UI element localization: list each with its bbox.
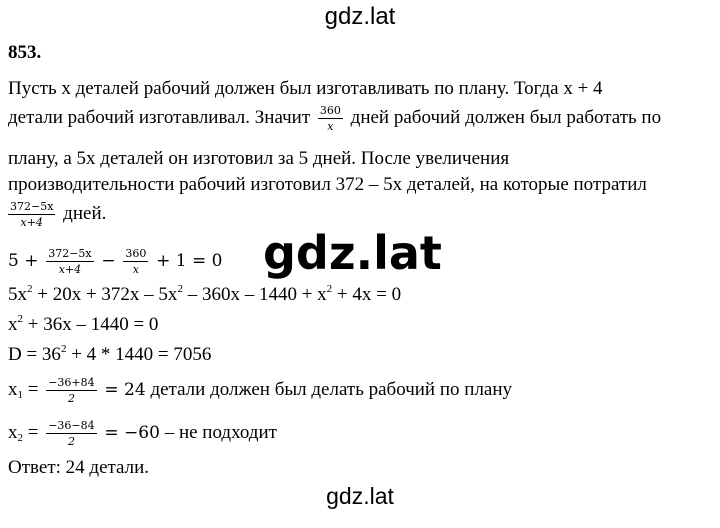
fraction-time-after — [8, 200, 55, 229]
equation-3 — [8, 314, 158, 336]
equation-discriminant — [8, 344, 211, 366]
equation-2 — [8, 284, 401, 306]
eq4-part-b: + 4 * 1440 = 7056 — [66, 344, 212, 365]
equation-1-fraction-2 — [123, 247, 148, 276]
eq4-part-a: D = 36 — [8, 344, 61, 365]
x2-fraction — [46, 419, 96, 448]
fraction-denominator: x — [327, 120, 334, 133]
equation-1-fraction-1 — [46, 247, 93, 276]
eq3-part-b: + 36x – 1440 = 0 — [23, 314, 159, 335]
text-line-5-end: дней. — [63, 202, 107, 224]
x2-text: – не подходит — [164, 421, 277, 443]
fraction-numerator: −36−84 — [48, 419, 95, 432]
eq2-part-c: – 360x – 1440 + x — [182, 284, 327, 305]
watermark-top: gdz.lat — [324, 3, 396, 30]
fraction-numerator: 360 — [319, 104, 341, 117]
fraction-denominator: x+4 — [58, 263, 82, 276]
fraction-numerator: 360 — [125, 247, 147, 260]
answer: Ответ: 24 детали. — [8, 457, 150, 478]
exponent: 2 — [326, 283, 333, 295]
fraction-360-over-x — [318, 104, 343, 133]
eq2-part-b: + 20x + 372x – 5x — [32, 284, 178, 305]
eq3-part-a: x — [8, 314, 18, 335]
watermark-center: gdz.lat — [263, 226, 442, 280]
watermark-bottom: gdz.lat — [326, 483, 394, 509]
fraction-denominator: 2 — [67, 435, 75, 448]
equation-1-end: + 1 = 0 — [156, 250, 223, 271]
exponent: 2 — [60, 343, 67, 355]
exponent: 2 — [177, 283, 183, 295]
text-line-2-end: дней рабочий должен был работать по — [350, 106, 662, 128]
fraction-numerator: −36+84 — [48, 376, 95, 389]
fraction-denominator: 2 — [67, 392, 75, 405]
fraction-denominator: x+4 — [20, 216, 43, 229]
x1-label: $x_1$ = — [8, 378, 39, 401]
text-line-3: плану, а 5x деталей он изготовил за 5 дней. После увеличения — [8, 148, 510, 169]
equation-1 — [8, 247, 222, 276]
text-line-2 — [8, 104, 661, 133]
x1-fraction — [46, 376, 96, 405]
fraction-numerator: 372−5x — [10, 200, 54, 213]
equation-root-1 — [8, 376, 512, 405]
equation-1-start: 5 + — [8, 250, 39, 271]
exponent: 2 — [27, 283, 33, 295]
x2-result: = −60 — [104, 422, 160, 443]
text-line-5 — [8, 200, 106, 229]
fraction-denominator: x — [132, 263, 139, 276]
problem-number: 853. — [8, 42, 42, 63]
x1-text: детали должен был делать рабочий по плану — [150, 378, 513, 400]
x2-label: $x_2$ = — [8, 421, 39, 444]
text-line-2-start: детали рабочий изготавливал. Значит — [8, 106, 311, 128]
text-line-1: Пусть x деталей рабочий должен был изготавливать по плану. Тогда x + 4 — [8, 78, 603, 99]
x1-result: = 24 — [104, 379, 146, 400]
eq2-part-d: + 4x = 0 — [332, 284, 402, 305]
minus-sign: − — [101, 250, 116, 271]
eq2-part-a: 5x — [8, 284, 27, 305]
equation-root-2 — [8, 419, 277, 448]
text-line-4: производительности рабочий изготовил 372 – 5x деталей, на которые потратил — [8, 174, 647, 195]
fraction-numerator: 372−5x — [48, 247, 92, 260]
exponent: 2 — [17, 313, 23, 325]
